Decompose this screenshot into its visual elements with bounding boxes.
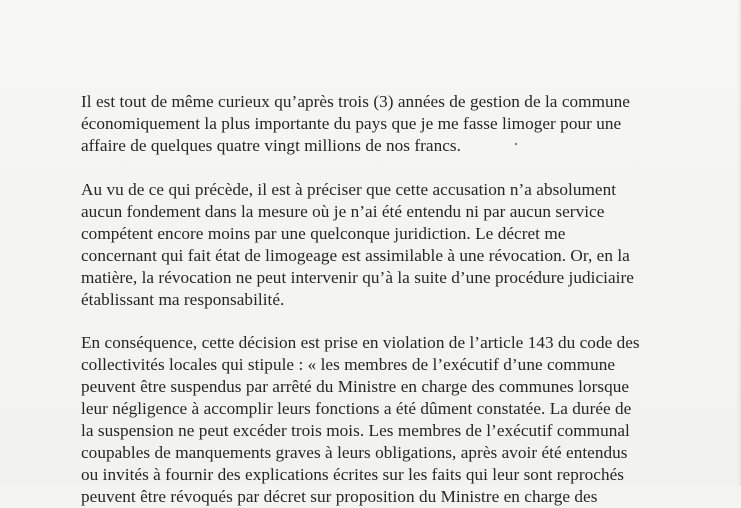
paragraph-line: coupables de manquements graves à leurs obligations, après avoir été entendus	[81, 443, 628, 462]
scan-speck	[515, 143, 517, 145]
paragraph-line: En conséquence, cette décision est prise en violation de l’article 143 du code des	[81, 333, 640, 352]
paragraph-line: établissant ma responsabilité.	[81, 290, 285, 309]
paragraph-line: économiquement la plus importante du pays que je me fasse limoger pour une	[81, 114, 622, 133]
paragraph-line: Il est tout de même curieux qu’après trois (3) années de gestion de la commune	[81, 92, 630, 111]
paragraph-line: concernant qui fait état de limogeage est assimilable à une révocation. Or, en la	[81, 246, 630, 265]
paragraph-line: Au vu de ce qui précède, il est à préciser que cette accusation n’a absolument	[81, 180, 617, 199]
paragraph-line: ou invités à fournir des explications écrites sur les faits qui leur sont reprochés	[81, 465, 625, 484]
paragraph-line: la suspension ne peut excéder trois mois. Les membres de l’exécutif communal	[81, 421, 630, 440]
paragraph-line: collectivités locales qui stipule : « les membres de l’exécutif d’une commune	[81, 355, 616, 374]
paragraph-line: peuvent être révoqués par décret sur proposition du Ministre en charge des	[81, 487, 598, 506]
paragraph-line: matière, la révocation ne peut intervenir qu’à la suite d’une procédure judiciaire	[81, 268, 634, 287]
paragraph-3	[81, 332, 671, 508]
page-edge-shadow	[737, 0, 741, 486]
paragraph-line: compétent encore moins par une quelconque juridiction. Le décret me	[81, 224, 566, 243]
paragraph-2	[81, 179, 671, 311]
paragraph-line: aucun fondement dans la mesure où je n’ai été entendu ni par aucun service	[81, 202, 605, 221]
paragraph-line: peuvent être suspendus par arrêté du Ministre en charge des communes lorsque	[81, 377, 630, 396]
paragraph-line: affaire de quelques quatre vingt millions de nos francs.	[81, 136, 462, 155]
paragraph-1	[81, 91, 671, 157]
paragraph-line: leur négligence à accomplir leurs fonctions a été dûment constatée. La durée de	[81, 399, 632, 418]
